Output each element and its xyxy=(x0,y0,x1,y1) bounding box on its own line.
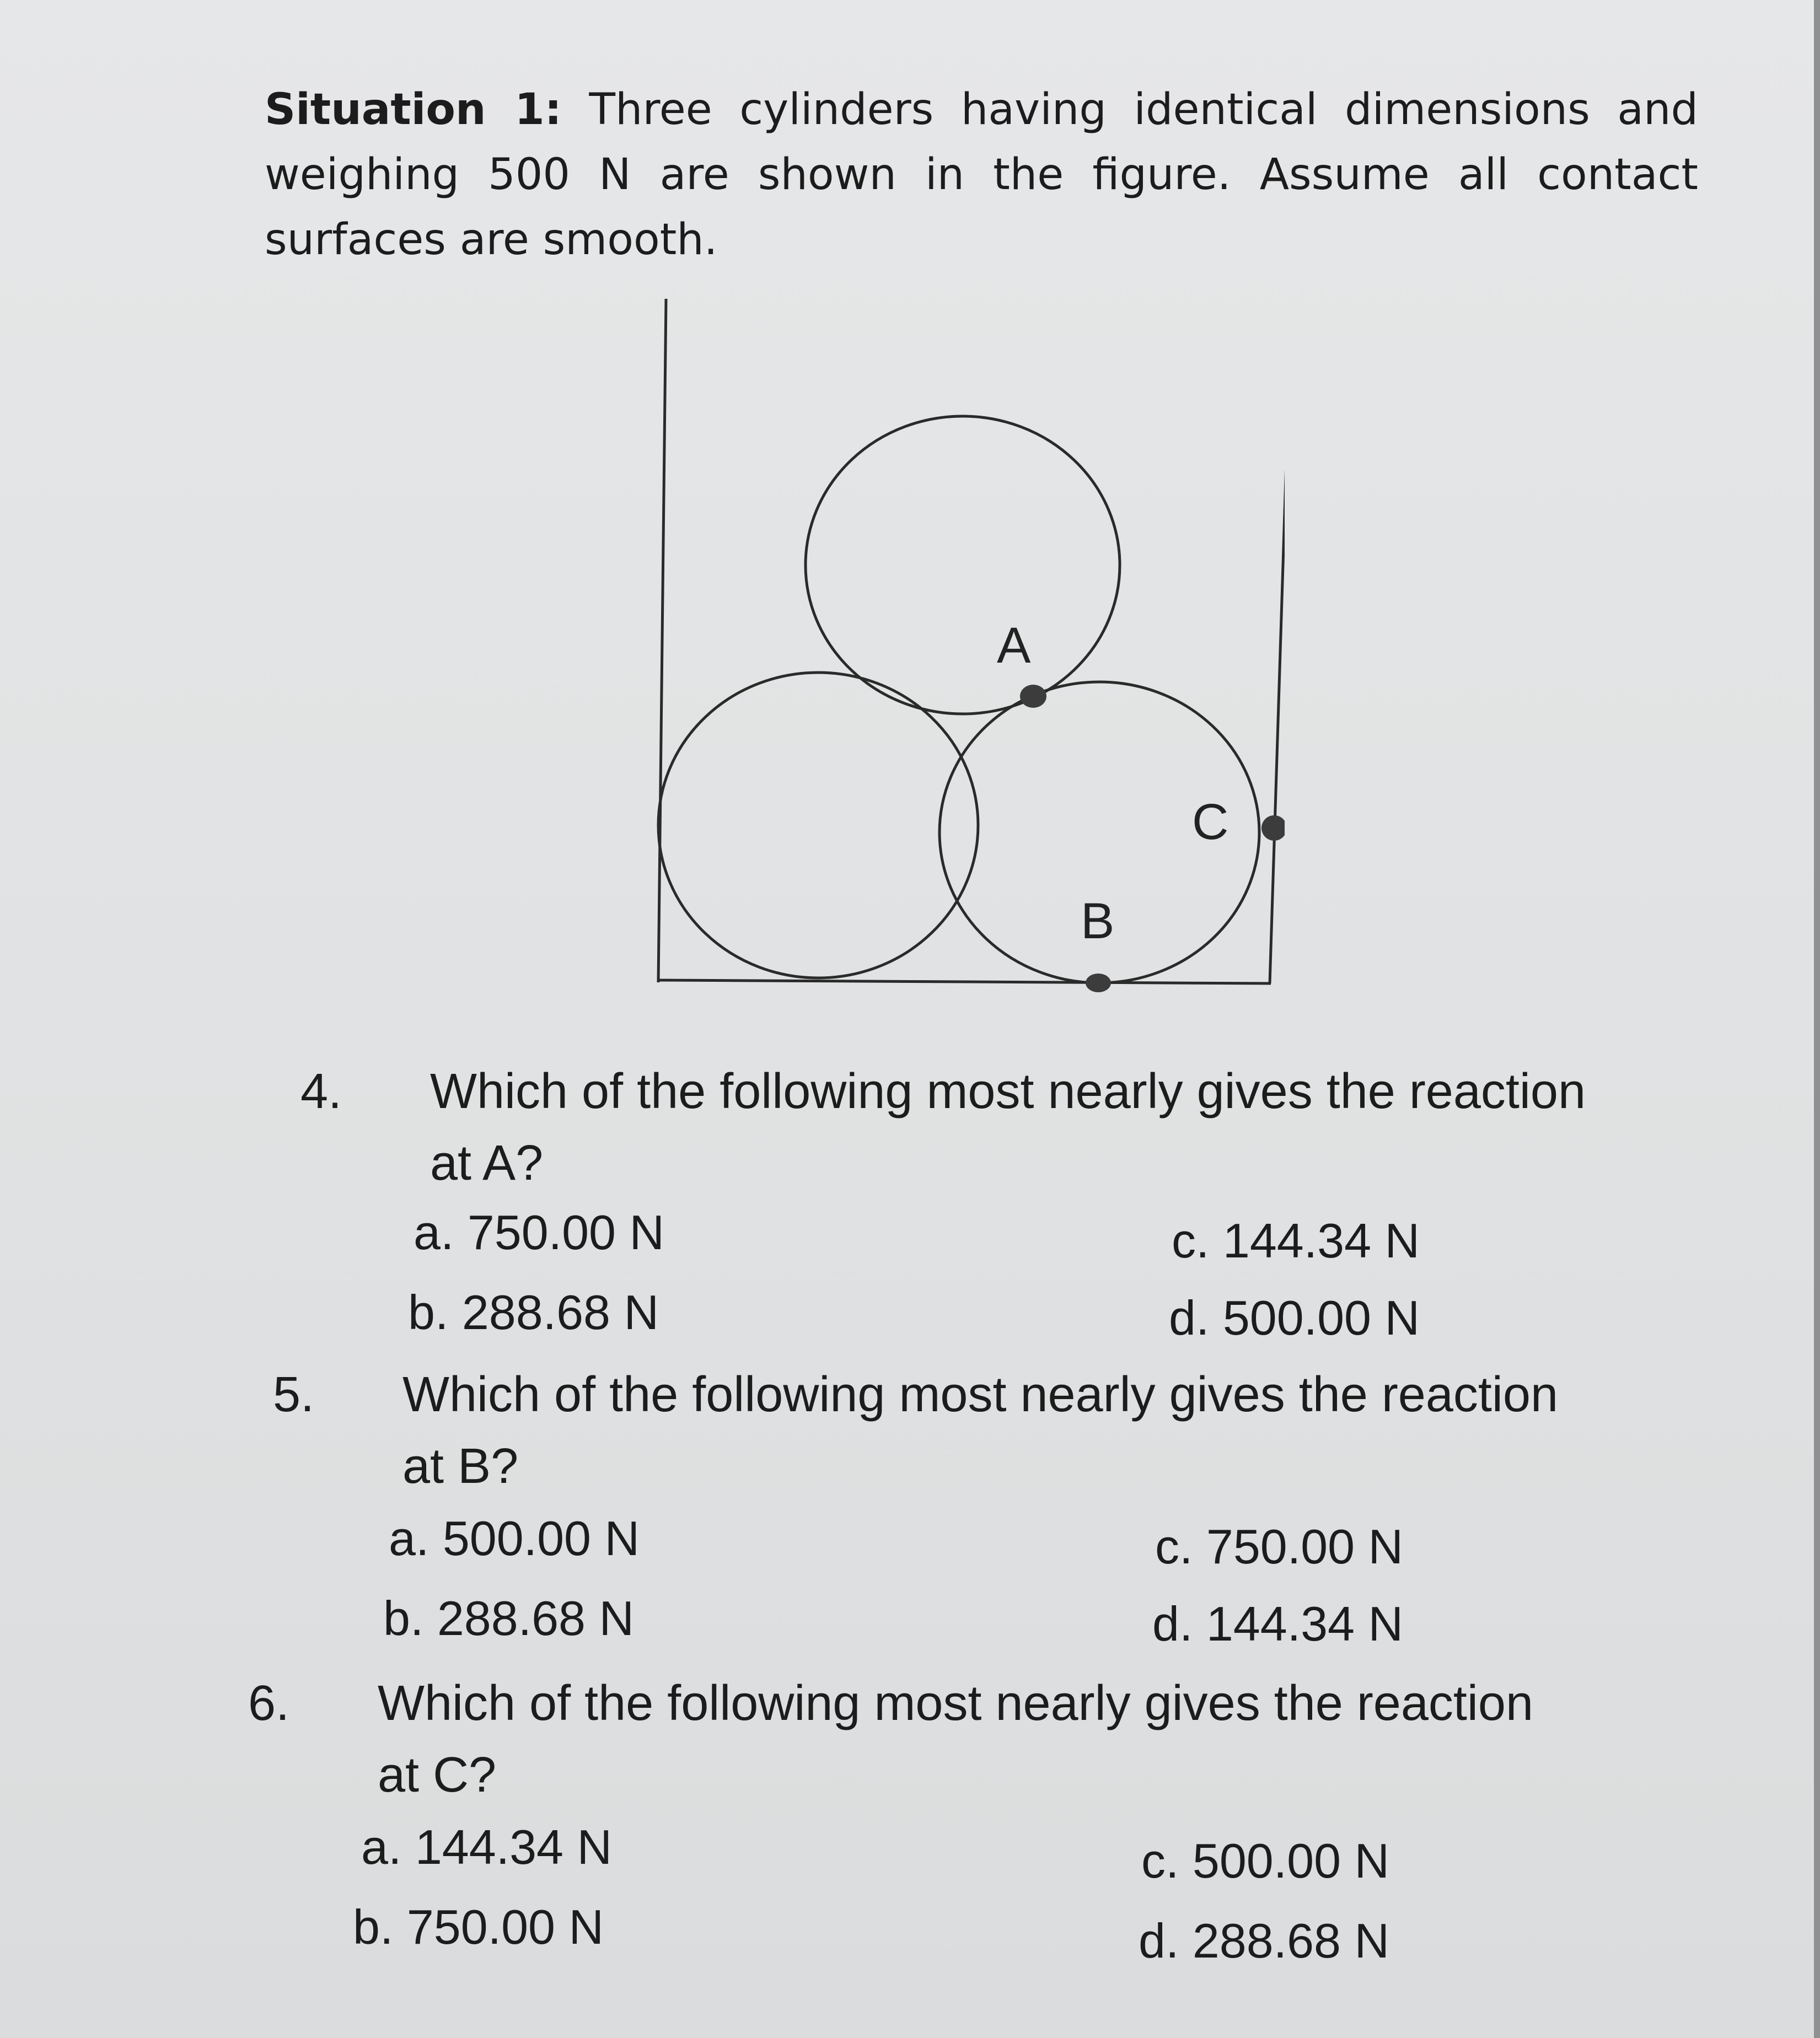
question-line-1: Which of the following most nearly gives the reaction xyxy=(430,1064,1586,1119)
question-line-2: at B? xyxy=(402,1439,519,1494)
contact-point-b xyxy=(1086,974,1111,992)
contact-point-c xyxy=(1261,815,1285,841)
choice-4d[interactable]: d. 500.00 N xyxy=(1169,1290,1420,1345)
choice-6d[interactable]: d. 288.68 N xyxy=(1139,1913,1389,1968)
question-number: 4. xyxy=(300,1064,342,1119)
label-b: B xyxy=(1081,893,1115,949)
situation-text: Three cylinders having identical dimensions and weighing 500 N are shown in the figure. Assume all contact surfaces are smooth. xyxy=(265,85,1699,265)
question-line-1: Which of the following most nearly gives the reaction xyxy=(378,1676,1534,1731)
right-wall xyxy=(1270,303,1285,983)
floor-line xyxy=(657,980,1271,983)
label-c: C xyxy=(1192,794,1229,850)
label-a: A xyxy=(997,617,1031,674)
question-text xyxy=(430,1056,1586,1199)
question-text xyxy=(378,1668,1533,1811)
choice-4c[interactable]: c. 144.34 N xyxy=(1172,1213,1420,1268)
choice-4b[interactable]: b. 288.68 N xyxy=(408,1285,659,1340)
question-text xyxy=(402,1359,1558,1502)
choice-6a[interactable]: a. 144.34 N xyxy=(361,1820,612,1874)
choice-6b[interactable]: b. 750.00 N xyxy=(353,1900,604,1954)
choice-6c[interactable]: c. 500.00 N xyxy=(1141,1833,1390,1888)
cylinders-figure xyxy=(601,292,1285,998)
cylinders-diagram xyxy=(601,292,1285,998)
question-line-2: at A? xyxy=(430,1136,544,1191)
page-edge xyxy=(1814,0,1820,2038)
choice-5d[interactable]: d. 144.34 N xyxy=(1152,1596,1403,1651)
top-cylinder xyxy=(806,416,1120,714)
contact-point-a xyxy=(1020,685,1046,708)
bottom-left-cylinder xyxy=(658,673,978,978)
situation-paragraph xyxy=(265,77,1698,272)
situation-label: Situation 1: xyxy=(265,85,562,135)
question-line-2: at C? xyxy=(378,1747,497,1803)
choice-4a[interactable]: a. 750.00 N xyxy=(414,1205,664,1260)
left-wall xyxy=(658,299,666,982)
choice-5c[interactable]: c. 750.00 N xyxy=(1155,1519,1404,1574)
question-number: 6. xyxy=(248,1676,290,1731)
question-line-1: Which of the following most nearly gives the reaction xyxy=(402,1367,1559,1422)
choice-5a[interactable]: a. 500.00 N xyxy=(389,1511,640,1566)
question-number: 5. xyxy=(273,1367,315,1422)
choice-5b[interactable]: b. 288.68 N xyxy=(383,1591,634,1646)
